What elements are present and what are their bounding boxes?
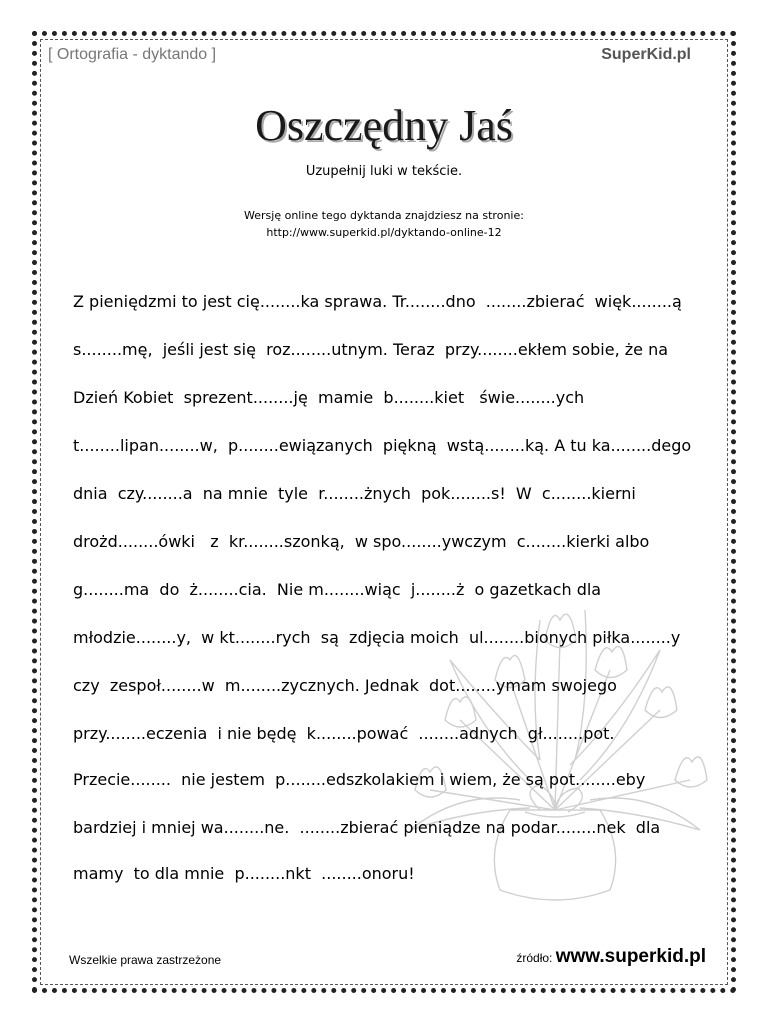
text-line: Przecie........ nie jestem p........edszkolakiem i wiem, że są pot........eby <box>73 770 646 789</box>
text-line: bardziej i mniej wa........ne. ........zbierać pieniądze na podar........nek dla <box>73 818 661 837</box>
text-line: przy........eczenia i nie będę k........pować ........adnych gł........pot. <box>73 724 615 743</box>
online-note <box>0 207 768 241</box>
text-line: s........mę, jeśli jest się roz........utnym. Teraz przy........ekłem sobie, że na <box>73 340 669 359</box>
text-line: młodzie........y, w kt........rych są zdjęcia moich ul........bionych piłka........y <box>73 628 681 647</box>
online-note-url[interactable]: http://www.superkid.pl/dyktando-online-12 <box>266 226 502 239</box>
text-line: drożd........ówki z kr........szonką, w spo........ywczym c........kierki albo <box>73 532 650 551</box>
copyright-notice: Wszelkie prawa zastrzeżone <box>69 953 222 967</box>
source-link[interactable]: www.superkid.pl <box>555 946 706 967</box>
text-line: g........ma do ż........cia. Nie m........wiąc j........ż o gazetkach dla <box>73 580 602 599</box>
text-line: czy zespoł........w m........zycznych. Jednak dot........ymam swojego <box>73 676 617 695</box>
text-line: t........lipan........w, p........ewiązanych piękną wstą........ką. A tu ka........dego <box>73 436 692 455</box>
category-tag: [ Ortografia - dyktando ] <box>48 46 217 63</box>
source-credit <box>516 946 706 968</box>
online-note-text: Wersję online tego dyktanda znajdziesz na stronie: <box>244 209 524 222</box>
instruction-text: Uzupełnij luki w tekście. <box>305 164 463 179</box>
text-line: Dzień Kobiet sprezent........ję mamie b........kiet świe........ych <box>73 388 585 407</box>
text-line: dnia czy........a na mnie tyle r........żnych pok........s! W c........kierni <box>73 484 636 503</box>
text-line: mamy to dla mnie p........nkt ........onoru! <box>73 864 415 883</box>
brand-name: SuperKid.pl <box>601 46 691 63</box>
page-title: Oszczędny Jaś <box>255 101 513 150</box>
text-line: Z pieniędzmi to jest cię........ka sprawa. Tr........dno ........zbierać więk........ą <box>73 292 682 311</box>
source-label: źródło: <box>516 951 553 965</box>
